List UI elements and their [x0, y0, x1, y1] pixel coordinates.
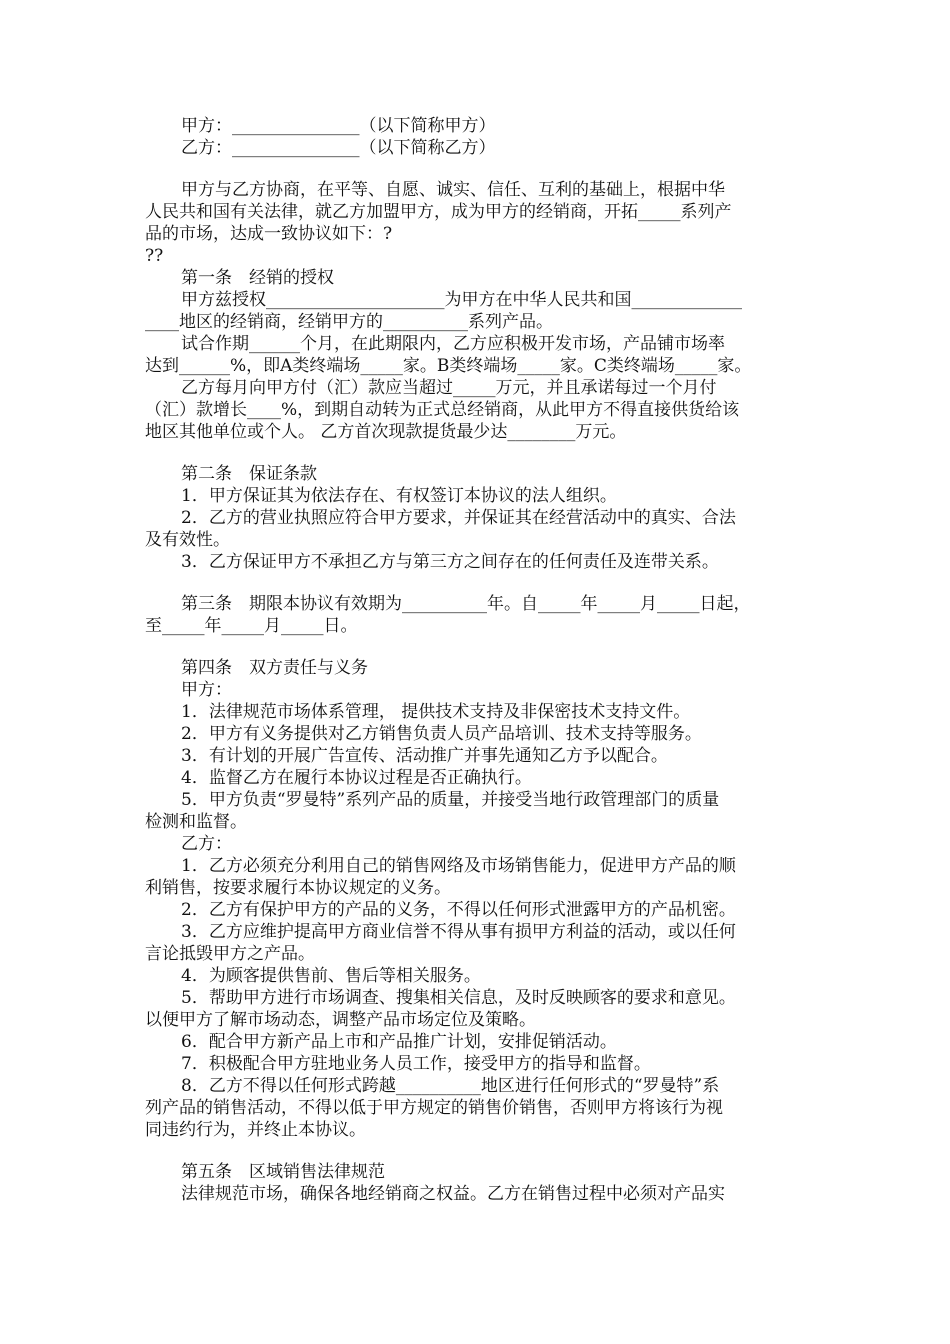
article-4-line: 乙方：: [181, 834, 232, 854]
article-2-line: 及有效性。: [145, 530, 230, 550]
article-4-line: 7．积极配合甲方驻地业务人员工作，接受甲方的指导和监督。: [181, 1054, 651, 1074]
article-4-line: 8．乙方不得以任何形式跨越__________地区进行任何形式的“罗曼特”系: [181, 1076, 720, 1096]
article-4-line: 言论抵毁甲方之产品。: [145, 944, 315, 964]
article-5-title: 第五条 区域销售法律规范: [181, 1162, 385, 1182]
article-4-line: 4．监督乙方在履行本协议过程是否正确执行。: [181, 768, 532, 788]
article-4-line: 1．乙方必须充分利用自己的销售网络及市场销售能力，促进甲方产品的顺: [181, 856, 736, 876]
article-1-line: 达到______%，即A类终端场_____家。B类终端场_____家。C类终端场_____家。: [145, 356, 752, 376]
intro-line: 甲方与乙方协商，在平等、自愿、诚实、信任、互利的基础上，根据中华: [181, 180, 725, 200]
article-4-line: 1．法律规范市场体系管理， 提供技术支持及非保密技术支持文件。: [181, 702, 691, 722]
article-1-line: 乙方每月向甲方付（汇）款应当超过_____万元，并且承诺每过一个月付: [181, 378, 717, 398]
article-4-title: 第四条 双方责任与义务: [181, 658, 368, 678]
intro-line: ??: [145, 246, 164, 266]
article-4-line: 3．有计划的开展广告宣传、活动推广并事先通知乙方予以配合。: [181, 746, 668, 766]
article-4-line: 5．甲方负责“罗曼特”系列产品的质量，并接受当地行政管理部门的质量: [181, 790, 720, 810]
article-1-line: 地区其他单位或个人。 乙方首次现款提货最少达________万元。: [145, 422, 627, 442]
article-5-line: 法律规范市场，确保各地经销商之权益。乙方在销售过程中必须对产品实: [181, 1184, 725, 1204]
party-b-line: 乙方：_______________（以下简称乙方）: [181, 138, 496, 158]
article-2-line: 1．甲方保证其为依法存在、有权签订本协议的法人组织。: [181, 486, 617, 506]
article-4-line: 同违约行为，并终止本协议。: [145, 1120, 366, 1140]
intro-line: 人民共和国有关法律，就乙方加盟甲方，成为甲方的经销商，开拓_____系列产: [145, 202, 732, 222]
contract-body: [145, 115, 825, 1205]
article-4-line: 利销售，按要求履行本协议规定的义务。: [145, 878, 451, 898]
article-4-line: 甲方：: [181, 680, 232, 700]
article-2-line: 3．乙方保证甲方不承担乙方与第三方之间存在的任何责任及连带关系。: [181, 552, 719, 572]
article-2-title: 第二条 保证条款: [181, 464, 317, 484]
article-4-line: 2．乙方有保护甲方的产品的义务，不得以任何形式泄露甲方的产品机密。: [181, 900, 736, 920]
article-1-line: 甲方兹授权_____________________为甲方在中华人民共和国_____________: [181, 290, 742, 310]
article-1-line: 试合作期______个月，在此期限内，乙方应积极开发市场，产品铺市场率: [181, 334, 725, 354]
article-4-line: 以便甲方了解市场动态，调整产品市场定位及策略。: [145, 1010, 536, 1030]
article-4-line: 4．为顾客提供售前、售后等相关服务。: [181, 966, 481, 986]
article-4-line: 6．配合甲方新产品上市和产品推广计划，安排促销活动。: [181, 1032, 617, 1052]
article-1-title: 第一条 经销的授权: [181, 268, 334, 288]
article-4-line: 检测和监督。: [145, 812, 247, 832]
article-2-line: 2．乙方的营业执照应符合甲方要求，并保证其在经营活动中的真实、合法: [181, 508, 736, 528]
article-1-line: （汇）款增长____%，到期自动转为正式总经销商，从此甲方不得直接供货给该: [145, 400, 740, 420]
article-3-line: 至_____年_____月_____日。: [145, 616, 358, 636]
article-4-line: 3．乙方应维护提高甲方商业信誉不得从事有损甲方利益的活动，或以任何: [181, 922, 736, 942]
article-4-line: 列产品的销售活动，不得以低于甲方规定的销售价销售，否则甲方将该行为视: [145, 1098, 723, 1118]
article-3-line: 第三条 期限本协议有效期为__________年。自_____年_____月_____日起，: [181, 594, 751, 614]
article-4-line: 5．帮助甲方进行市场调查、搜集相关信息，及时反映顾客的要求和意见。: [181, 988, 736, 1008]
article-4-line: 2．甲方有义务提供对乙方销售负责人员产品培训、技术支持等服务。: [181, 724, 702, 744]
party-a-line: 甲方：_______________（以下简称甲方）: [181, 116, 496, 136]
intro-line: 品的市场，达成一致协议如下：?: [145, 224, 393, 244]
article-1-line: ____地区的经销商，经销甲方的__________系列产品。: [145, 312, 553, 332]
